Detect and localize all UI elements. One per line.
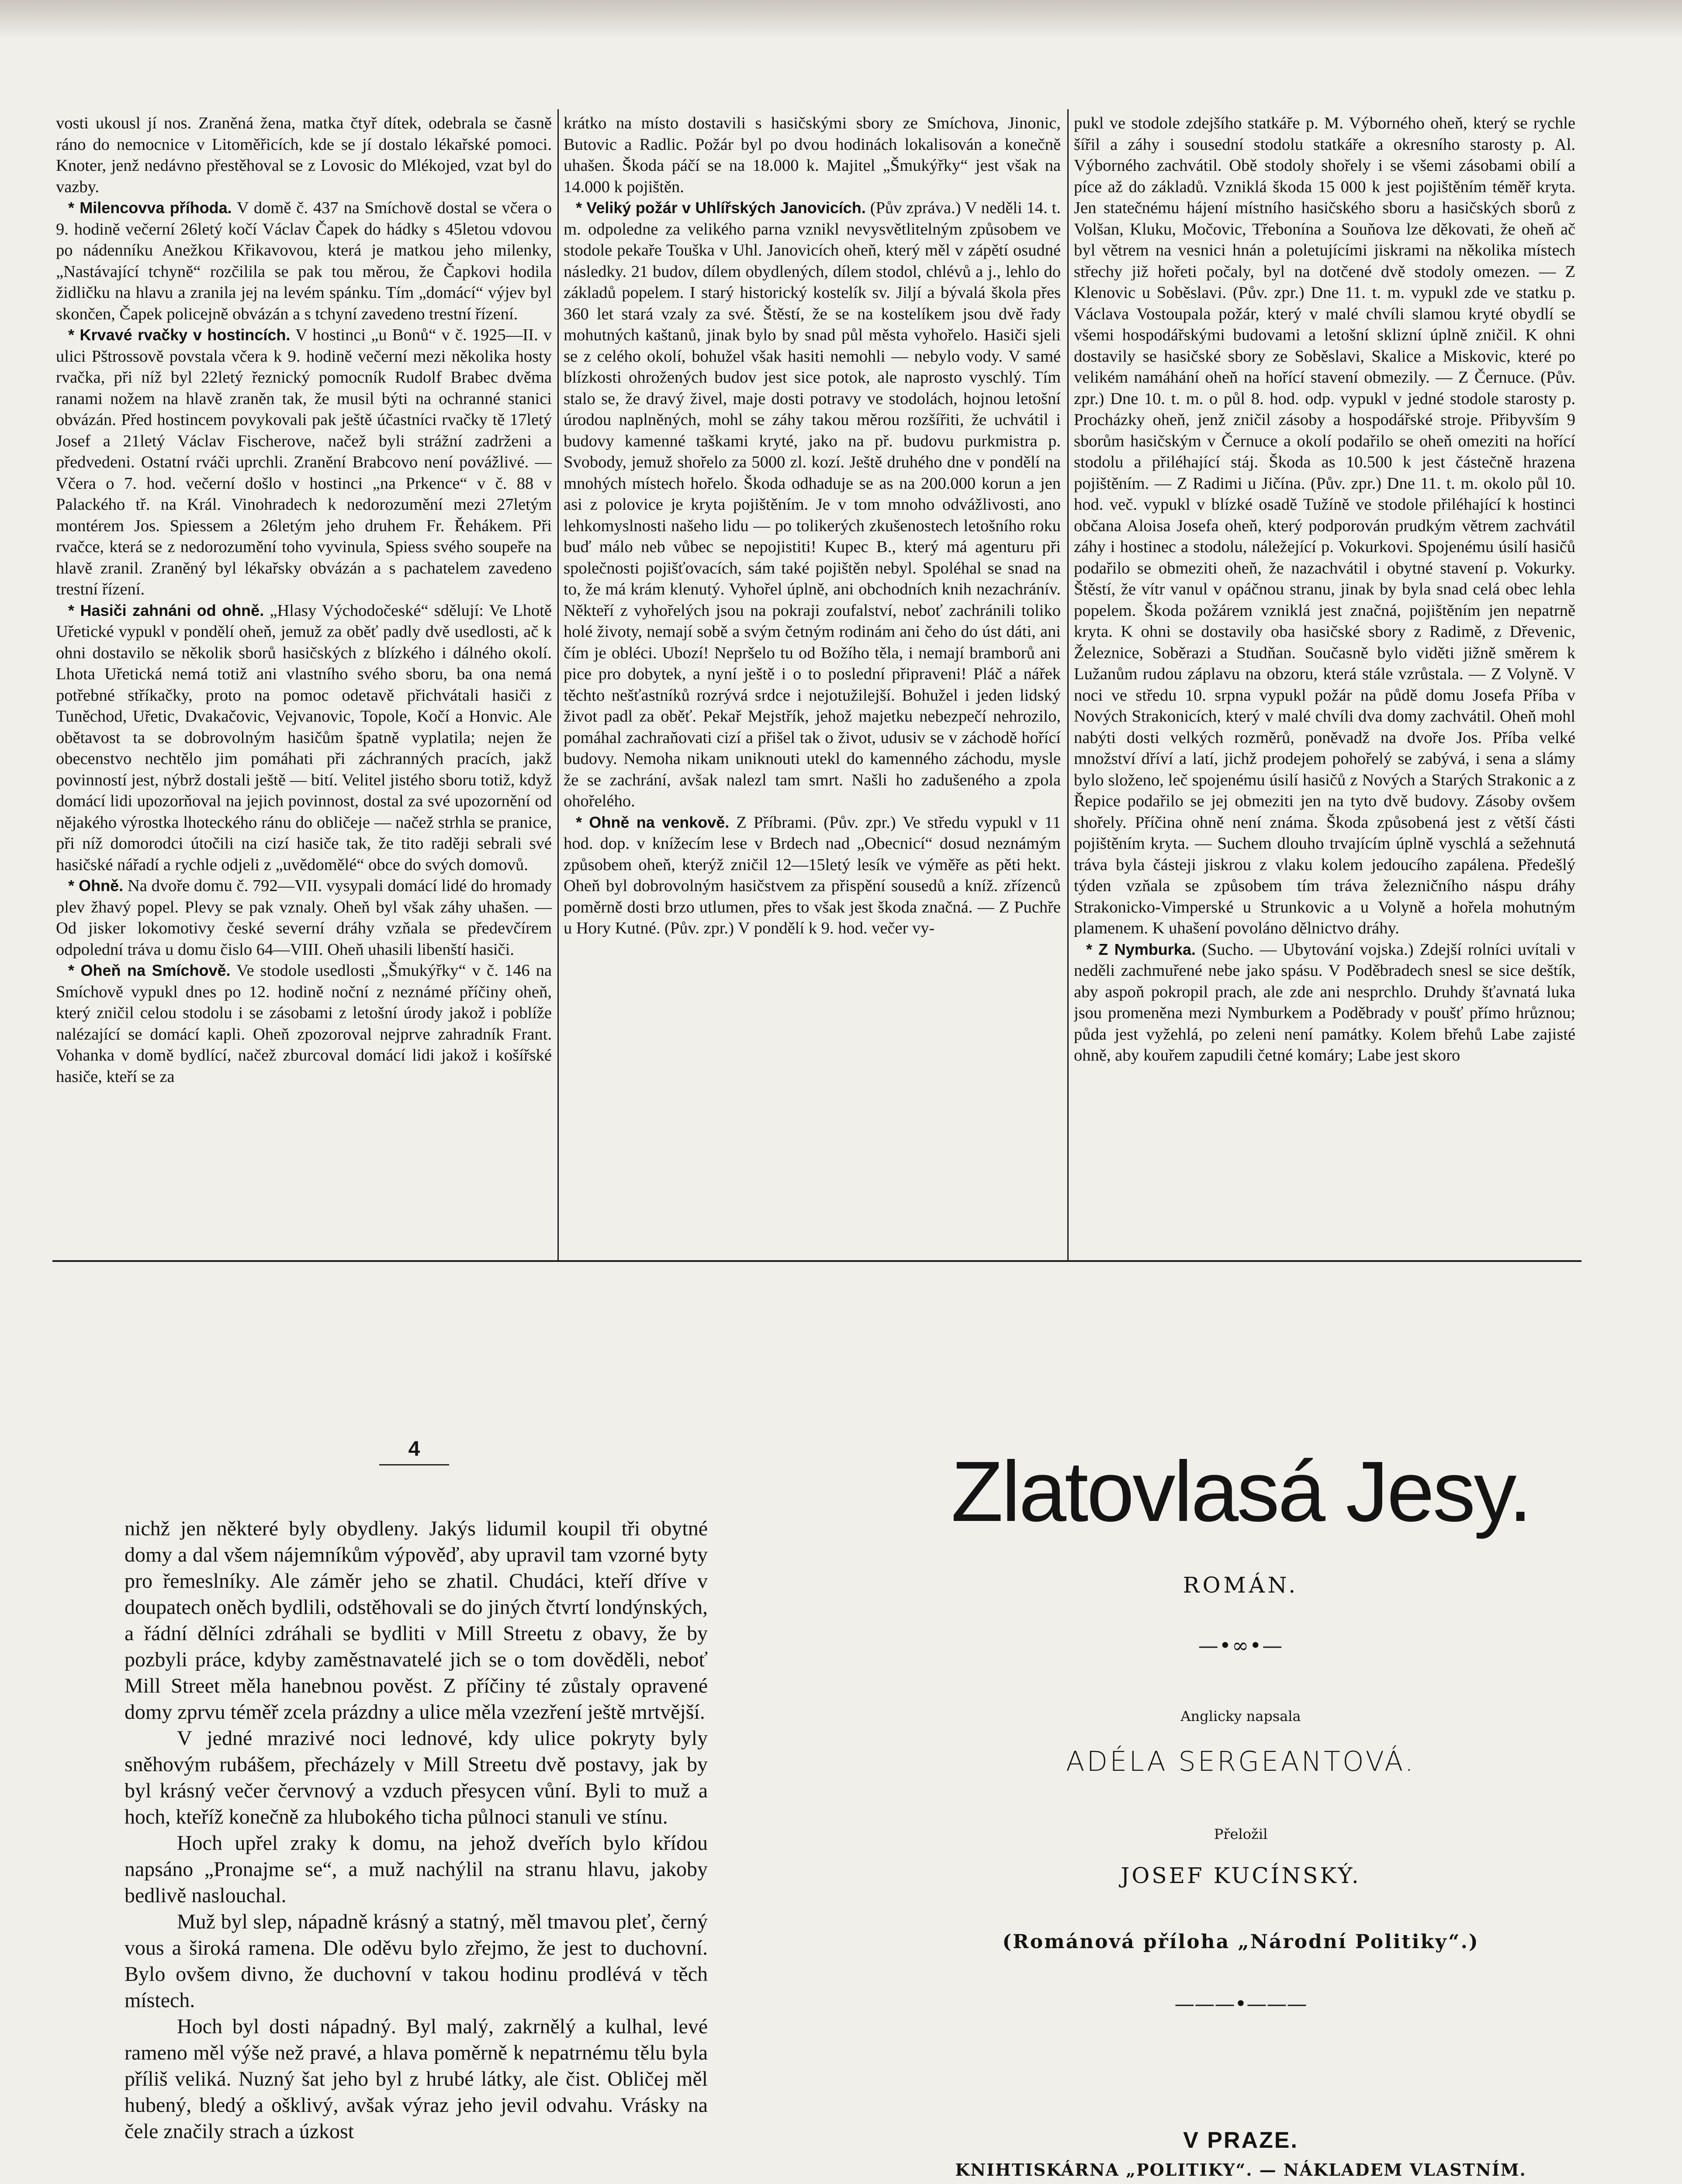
- news-item: [564, 197, 1061, 812]
- written-by-label: Anglicky napsala: [1180, 1708, 1301, 1724]
- novel-title: Zlatovlasá Jesy.: [951, 1444, 1531, 1539]
- ornament-rule: ———•———: [1174, 1992, 1307, 2015]
- news-column-3: [1074, 113, 1575, 1257]
- news-body: V domě č. 437 na Smíchově dostal se včera o 9. hodině večerní 26letý kočí Václav Čapek do hádky s 45letou vdovou po nádenníku Anežkou Křikavovou, která je matkou jeho milenky, „Nastávající tchyně“ rozčilila se pak tou měrou, že Čapkovi hodila židličku na hlavu a zranila jej na levém spánku. Tím „domácí“ výjev byl skončen, Čapek policejně obvázán a s tchyní zavedeno trestní řízení.: [56, 199, 552, 323]
- news-headline: * Veliký požár v Uhlířských Janovicích.: [576, 199, 866, 217]
- news-item: [564, 113, 1061, 197]
- news-body: „Hlasy Východočeské“ sdělují: Ve Lhotě Uřetické vypukl v pondělí oheň, jemuž za oběť padly dvě usedlosti, ač k ohni dostavilo se několik sborů hasičských z blízkého i dálného okolí. Lhota Uřetická nemá totiž ani vlastního svého sboru, ba ona nemá potřebné stříkačky, proto na pomoc odetavě přichvátali hasiči z Tuněchod, Uřetic, Dvakačovic, Vejvanovic, Topole, Kočí a Honvic. Ale obětavost ta se dobrovolným hasičům špatně vyplatila; nejen že obecenstvo nechtělo jim pomáhati při záchranných pracích, jakž povinností jest, nýbrž dostali ještě — bití. Velitel jistého sboru totiž, když domácí lidi upozorňoval na jejich povinnost, dostal za své upozornění od nějakého výrostka lhoteckého ránu do obličeje — načež strhla se pranice, při níž domorodci útočili na cizí hasiče tak, že tito raději sebrali své hasičské nářadí a rychle odjeli z „uvědomělé“ obce do svých domovů.: [56, 601, 552, 874]
- news-body: pukl ve stodole zdejšího statkáře p. M. Výborného oheň, který se rychle šířil a záhy i sousední stodolu statkáře a okresního starosty p. Al. Výborného zachvátil. Obě stodoly shořely i se všemi zásobami obilí a píce až do základů. Vzniklá škoda 15 000 k jest pojištěním téměř kryta. Jen statečnému hájení místního hasičského sboru a hasičských sborů z Volšan, Kluku, Močovic, Třebonína a Souňova lze děkovati, že oheň ač byl větrem na vesnici hnán a poletujícími jiskrami na několika místech střechy již hořeti počaly, byl na dotčené dvě stodoly omezen. — Z Klenovic u Soběslavi. (Pův. zpr.) Dne 11. t. m. vypukl zde ve statku p. Václava Vostoupala požár, který v malé chvíli slamou kryté obydlí se všemi hospodářskými budovami a letošní sklizní úplně zničil. K ohni dostavily se hasičské sbory ze Soběslavi, Skalice a Miskovic, které po velikém namáhání oheň na hořící stavení obmezily. — Z Černuce. (Pův. zpr.) Dne 10. t. m. o půl 8. hod. odp. vypukl v jedné stodole starosty p. Procházky oheň, jenž zničil zásoby a hospodářské stroje. Přibyvším 9 sborům hasičským v Černuce a okolí podařilo se oheň omeziti na hořící stodolu a přiléhající stáj. Škoda as 10.500 k jest částečně hrazena pojištěním. — Z Radimi u Jičína. (Pův. zpr.) Dne 11. t. m. okolo půl 10. hod. več. vypukl v blízké osadě Tužíně ve stodole přiléhající k hostinci občana Aloisa Josefa oheň, který podporován prudkým větrem zachvátil záhy i hostinec a stodolu, náležející p. Vokurkovi. Spojenému úsilí hasičů podařilo se obmeziti oheň, že nazachvátil i obytné stavení p. Vokurky. Štěstí, že vítr vanul v opáčnou stranu, jinak by byla snad celá obec lehla popelem. Škoda požárem vzniklá jest značná, pojištěním jen nepatrně kryta. K ohni se dostavily oba hasičské sbory z Radimě, z Dřevenic, Železnice, Soběrazi a Studňan. Současně bylo viděti jižně směrem k Lužanům rudou záplavu na obzoru, která stále vzrůstala. — Z Volyně. V noci ve středu 10. srpna vypukl požár na půdě domu Josefa Příba v Nových Strakonicích, který v malé chvíli dva domy zachvátil. Oheň mohl nabýti dosti velkých rozměrů, poněvadž na dvoře Jos. Příba velké množství dříví a latí, jichž prodejem pohořelý se zabývá, i sena a slámy bylo složeno, leč spojenému úsilí hasičů z Nových a Starých Strakonic a z Řepice podařilo se jej obmeziti jen na tyto dvě budovy. Zásoby ovšem shořely. Příčina ohně není známa. Škoda způsobená jest z větší části pojištěním kryta. — Suchem dlouho trvajícím úplně vyschlá a sežehnutá tráva byla částeji jiskrou z vlaku kolem jedoucího zapálena. Předešlý týden vzňala se způsobem tím tráva železničního náspu dráhy Strakonicko-Vimperské u Strunkovic a u Volyně a hořela mohutným plamenem. K uhašení povoláno dělnictvo dráhy.: [1074, 114, 1575, 937]
- news-item: [56, 197, 552, 325]
- news-body: (Sucho. — Ubytování vojska.) Zdejší rolníci uvítali v neděli zachmuřené nebe jako spásu. V Poděbradech snesl se sice deštík, aby aspoň pokropil prach, ale zde ani nesprchlo. Druhdy šťavnatá luka jsou promeněna mezi Nymburkem a Poděbrady v poušť přímo hrůznou; půda jest vyžehlá, po zeleni není památky. Kolem břehů Labe zajisté ohně, aby kouřem zapudili četné komáry; Labe jest skoro: [1074, 940, 1575, 1064]
- column-rule-1: [557, 109, 559, 1260]
- scan-shadow: [0, 0, 1682, 39]
- author-name: ADÉLA SERGEANTOVÁ.: [1066, 1745, 1416, 1777]
- news-item: [56, 113, 552, 197]
- news-headline: * Z Nymburka.: [1086, 940, 1196, 958]
- series-note: (Románová příloha „Národní Politiky“.): [1002, 1931, 1479, 1953]
- novel-column: [125, 1516, 708, 2184]
- novel-paragraph: nichž jen některé byly obydleny. Jakýs lidumil koupil tři obytné domy a dal všem nájemníkům výpověď, aby upravil tam vzorné byty pro řemeslníky. Ale záměr jeho se zhatil. Chudáci, kteří dříve v doupatech oněch bydlili, odstěhovali se do jiných čtvrtí londýnských, a řádní dělníci zdráhali se bydliti v Mill Streetu z obavy, že by pozbyli práce, kdyby zaměstnavatelé jich se o tom dověděli, neboť Mill Street měla hanebnou pověst. Z příčiny té zůstaly opravené domy zprvu téměř zcela prázdny a ulice měla vzezření ještě mrtvější.: [125, 1517, 708, 1724]
- translator-name: JOSEF KUCÍNSKÝ.: [1121, 1863, 1361, 1888]
- news-item: [1074, 939, 1575, 1066]
- news-body: Ve stodole usedlosti „Šmukýřky“ v č. 146 na Smíchově vypukl dnes po 12. hodině noční z neznámé příčiny oheň, který zničil celou stodolu i se zásobami z letošní úrody jakož i poblíže nalézající se domácí kapli. Oheň zpozoroval nejprve zahradník Frant. Vohanka v domě bydlící, načež zburcoval domácí lidi jakož i košířské hasiče, kteří se za: [56, 961, 552, 1086]
- news-headline: * Krvavé rvačky v hostincích.: [68, 326, 291, 344]
- news-body: krátko na místo dostavili s hasičskými sbory ze Smíchova, Jinonic, Butovic a Radlic. Požár byl po dvou hodinách lokalisován a konečně uhašen. Škoda páčí se na 18.000 k. Majitel „Šmukýřky“ jest však na 14.000 k pojištěn.: [564, 114, 1061, 196]
- news-item: [56, 875, 552, 960]
- section-divider: [52, 1260, 1582, 1262]
- novel-paragraph: Muž byl slep, nápadně krásný a statný, měl tmavou pleť, černý vous a široká ramena. Dle oděvu bylo zřejmo, že jest to duchovní. Bylo ovšem divno, že duchovní v takou hodinu prodlévá v těch místech.: [125, 1910, 708, 2012]
- news-item: [56, 600, 552, 876]
- news-body: V hostinci „u Bonů“ v č. 1925—II. v ulici Pštrossově povstala včera k 9. hodině večerní mezi několika hosty rvačka, při níž byl 22letý řeznický pomocník Rudolf Brabec dvěma ranami nožem na hlavě zraněn tak, že musil býti na ochranné stanici obvázán. Před hostincem povykovali pak ještě účastníci rvačky tě 17letý Josef a 21letý Václav Fischerove, načež byli strážní zadrženi a předvedeni. Ostatní rváči uprchli. Zranění Brabcovo není povážlivé. — Včera o 7. hod. večerní došlo v hostinci „na Prkence“ v č. 88 v Palackého tř. na Král. Vinohradech k nedorozumění mezi 27letým montérem Jos. Spiessem a 26letým jeho druhem Fr. Řehákem. Při rvačce, která se z nedorozumění toho vyvinula, Spiess svého soupeře na hlavě zranil. Zraněný byl lékařsky obvázán a s pachatelem zavedeno trestní řízení.: [56, 326, 552, 598]
- translated-by-label: Přeložil: [1214, 1826, 1268, 1842]
- news-item: [56, 325, 552, 600]
- news-body: (Pův zpráva.) V neděli 14. t. m. odpoledne za velikého parna vznikl nevysvětlitelným způsobem ve stodole pekaře Touška v Uhl. Janovicích oheň, který měl v zápětí osudné následky. 21 budov, dílem obydlených, dílem stodol, chlévů a j., lehlo do základů popelem. I starý historický kostelík sv. Jiljí a bývalá škola přes 360 let stará vzaly za své. Štěstí, že se na kostelíkem jsou dvě řady mohutných kaštanů, jinak bylo by snad půl města vyhořelo. Hasiči sjeli se z celého okolí, bohužel však hasiti nemohli — nebylo vody. V samé blízkosti ohrožených budov jest sice potok, ale naprosto vyschlý. Tím stalo se, že dravý živel, maje dosti potravy ve stodolách, hojnou letošní úrodou naplněných, mohl se záhy takou měrou rozšířiti, že uchvátil i budovy kamenné taškami kryté, jako na př. budovu purkmistra p. Svobody, jemuž shořelo za 5000 zl. kozí. Ještě druhého dne v pondělí na mnohých místech hořelo. Škoda odhaduje se as na 200.000 korun a jen asi z polovice je kryta pojištěním. Je v tom mnoho odvážlivosti, ano lehkomyslnosti našeho lidu — po tolikerých zkušenostech letošního roku buď málo neb vůbec se nepojistiti! Kupec B., který má agenturu při společnosti pojišťovacích, sám také pojištěn nebyl. Spoléhal se snad na to, že má krám klenutý. Vyhořel úplně, ani obchodních knih nezachránív. Někteří z vyhořelých jsou na pokraji zoufalství, neboť zachránili toliko holé životy, nemají sobě a svým četným rodinám ani čeho do úst dáti, ani čím je obléci. Ubozí! Nepršelo tu od Božího těla, i nemají bramborů ani pice pro dobytek, a nyní ještě i o to poslední připraveni! Pláč a nářek těchto nešťastníků rozrývá srdce i nejotužilejší. Bohužel i jeden lidský život padl za oběť. Pekař Mejstřík, jehož majetku nebezpečí nehrozilo, pomáhal zachraňovati cizí a přišel tak o život, udusiv se v záchodě hořící budovy. Nemoha nikam uniknouti utekl do kamenného záchodu, mysle že se zachrání, avšak nalezl tam smrt. Našli ho zadušeného a zpola ohořelého.: [564, 199, 1061, 810]
- page-number-rule: [379, 1464, 449, 1465]
- news-column-2: [564, 113, 1061, 1257]
- page-number: 4: [408, 1438, 420, 1461]
- news-headline: * Hasiči zahnáni od ohně.: [68, 601, 264, 619]
- news-headline: * Ohně.: [68, 877, 124, 895]
- news-item: [1074, 113, 1575, 939]
- novel-paragraph: Hoch upřel zraky k domu, na jehož dveřích bylo křídou napsáno „Pronajme se“, a muž nachýlil na stranu hlavu, jakoby bedlivě naslouchal.: [125, 1832, 708, 1907]
- publication-city: V PRAZE.: [1183, 2128, 1298, 2153]
- news-headline: * Oheň na Smíchově.: [68, 961, 231, 979]
- news-item: [564, 812, 1061, 939]
- news-body: vosti ukousl jí nos. Zraněná žena, matka čtyř dítek, odebrala se časně ráno do nemocnice v Litoměřicích, kde se jí dostalo lékařské pomoci. Knoter, jenž nedávno přestěhoval se z Lovosic do Mlékojed, vzat byl do vazby.: [56, 114, 552, 196]
- news-headline: * Milencovva příhoda.: [68, 199, 232, 217]
- news-body: Na dvoře domu č. 792—VII. vysypali domácí lidé do hromady plev žhavý popel. Plevy se pak vznaly. Oheň byl však záhy uhašen. — Od jisker lokomotivy české severní dráhy vzňala se předevčírem odpolední tráva u domu čislo 64—VIII. Oheň uhasili libenští hasiči.: [56, 877, 552, 959]
- novel-paragraph: Hoch byl dosti nápadný. Byl malý, zakrnělý a kulhal, levé rameno měl výše než pravé, a hlava poměrně k nepatrnému tělu byla příliš veliká. Nuzný šat jeho byl z hrubé látky, ale čist. Obličej měl hubený, bledý a ošklivý, avšak výraz jeho jevil odvahu. Vrásky na čele značily strach a úzkost: [125, 2015, 708, 2143]
- ornament: —•∞•—: [1198, 1634, 1284, 1657]
- news-column-1: [56, 113, 552, 1257]
- news-headline: * Ohně na venkově.: [576, 813, 730, 831]
- news-body: Z Příbrami. (Pův. zpr.) Ve středu vypukl v 11 hod. dop. v knížecím lese v Brdech nad „Obecnicí“ dosud neznámým způsobem oheň, kterýž zničil 12—15letý lesík ve výměře as pěti hekt. Oheň byl dobrovolným hasičstvem za přispění sousedů a kníž. zřízenců poměrně dosti brzo utlumen, přes to však jest škoda značná. — Z Puchře u Hory Kutné. (Pův. zpr.) V pondělí k 9. hod. večer vy-: [564, 813, 1061, 937]
- novel-paragraph: V jedné mrazivé noci lednové, kdy ulice pokryty byly sněhovým rubášem, přecházely v Mill Streetu dvě postavy, jak by byl krásný večer červnový a vzduch přesycen vůní. Byli to muž a hoch, kteříž konečně za hlubokého ticha půlnoci stanuli ve stínu.: [125, 1727, 708, 1828]
- printer-line: KNIHTISKÁRNA „POLITIKY“. — NÁKLADEM VLASTNÍM.: [955, 2160, 1526, 2180]
- novel-genre: ROMÁN.: [1183, 1572, 1299, 1598]
- news-item: [56, 960, 552, 1087]
- column-rule-2: [1067, 109, 1069, 1260]
